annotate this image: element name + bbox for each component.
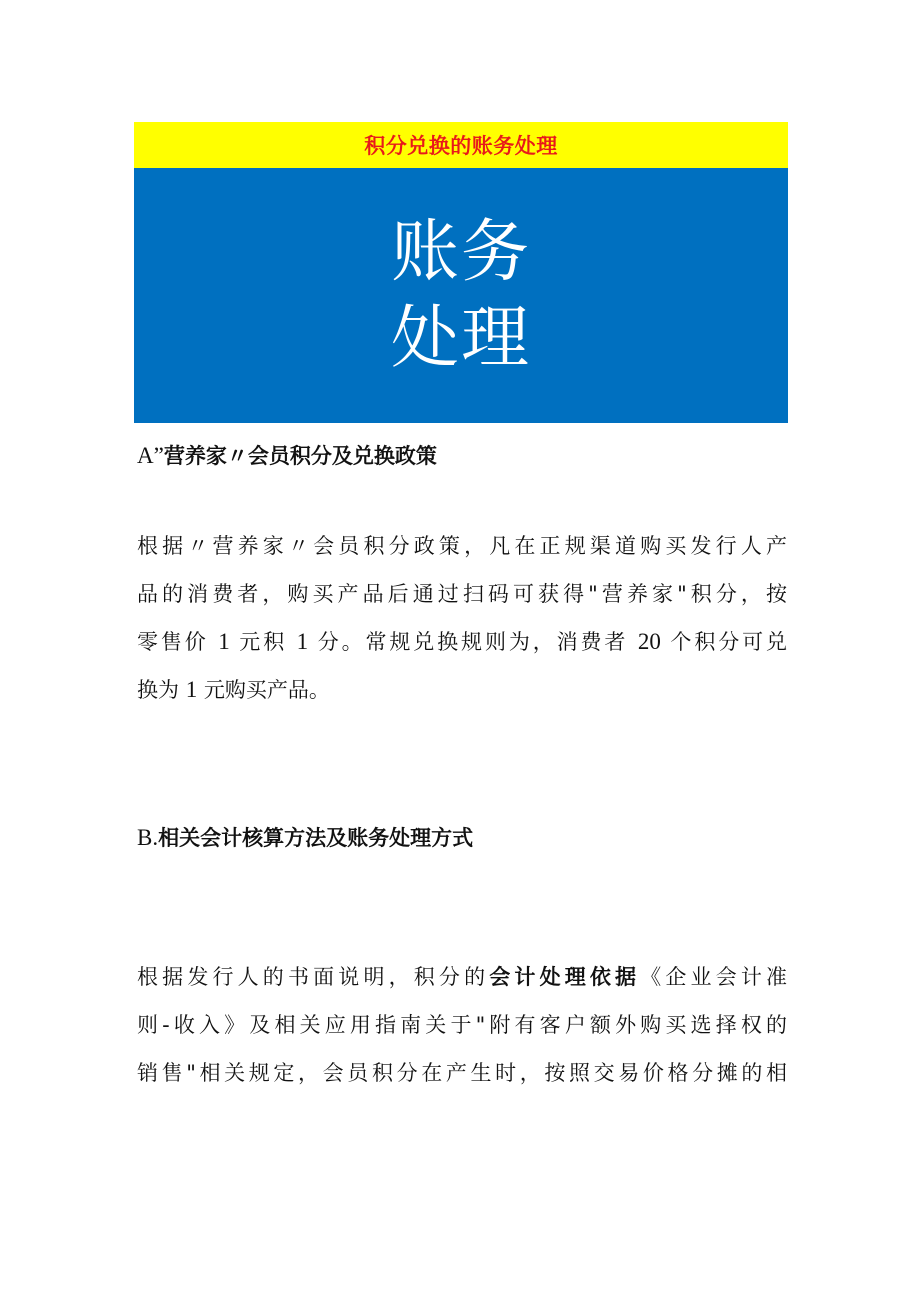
paragraph-line: 零售价 1 元积 1 分。常规兑换规则为，消费者 20 个积分可兑 bbox=[137, 629, 787, 654]
section-a-paragraph bbox=[137, 522, 787, 714]
section-a-heading bbox=[137, 440, 437, 470]
paragraph-line: 根据〃营养家〃会员积分政策，凡在正规渠道购买发行人产 bbox=[137, 534, 787, 558]
cover-text-line-1: 账务 bbox=[390, 212, 531, 292]
paragraph-line: 品的消费者，购买产品后通过扫码可获得"营养家"积分，按 bbox=[137, 582, 787, 606]
section-b-title: 相关会计核算方法及账务处理方式 bbox=[158, 826, 474, 850]
section-b-heading bbox=[137, 822, 473, 852]
section-a-title: 营养家〃会员积分及兑换政策 bbox=[163, 444, 437, 468]
title-banner bbox=[134, 122, 788, 168]
paragraph-line: 换为 1 元购买产品。 bbox=[137, 677, 330, 702]
paragraph-line: 根据发行人的书面说明，积分的会计处理依据《企业会计准 bbox=[137, 965, 788, 989]
cover-block bbox=[134, 168, 788, 423]
section-b-prefix: B. bbox=[137, 825, 159, 850]
cover-text-line-2: 处理 bbox=[390, 298, 531, 378]
section-a-prefix: A” bbox=[137, 443, 164, 468]
banner-title: 积分兑换的账务处理 bbox=[364, 134, 558, 158]
paragraph-line: 销售"相关规定，会员积分在产生时，按照交易价格分摊的相 bbox=[137, 1061, 787, 1085]
section-b-paragraph bbox=[137, 953, 787, 1097]
paragraph-line: 则-收入》及相关应用指南关于"附有客户额外购买选择权的 bbox=[137, 1013, 787, 1037]
emphasis-text: 会计处理依据 bbox=[489, 965, 641, 989]
